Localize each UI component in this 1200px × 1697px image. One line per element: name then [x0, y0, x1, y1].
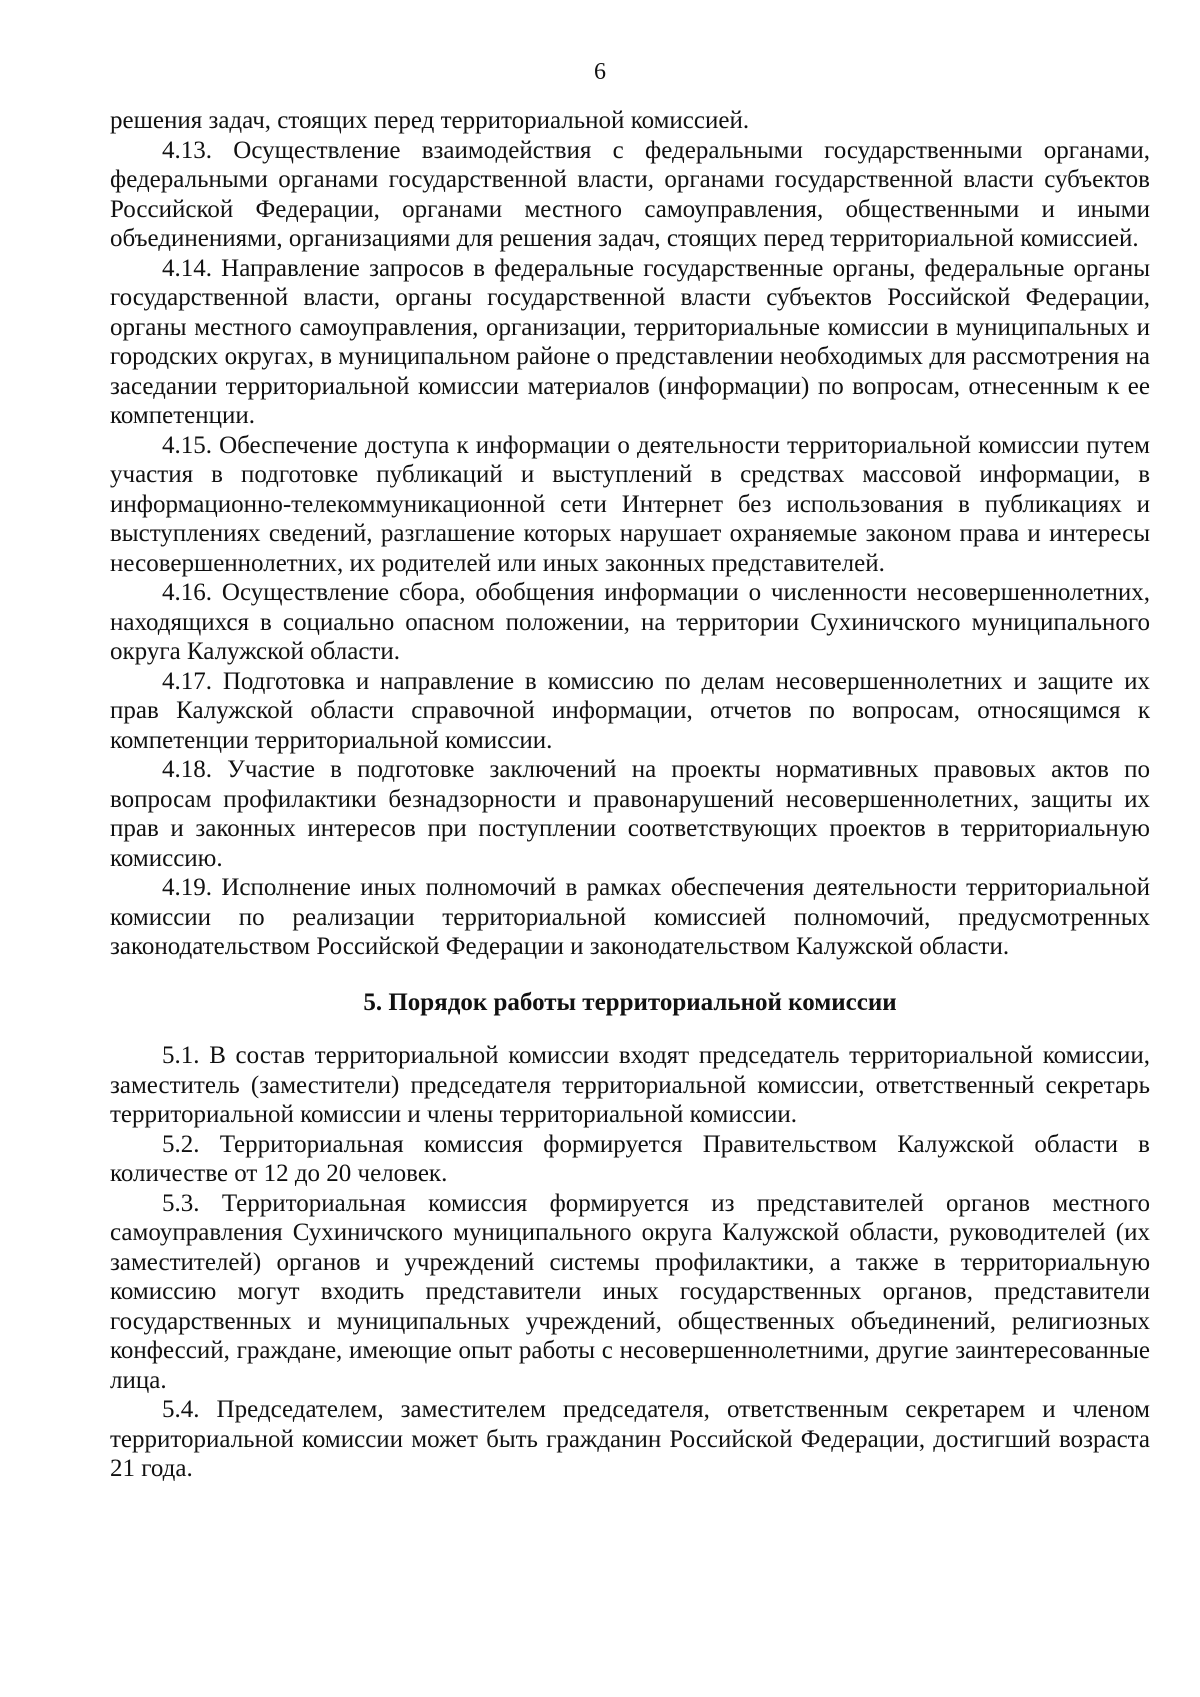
paragraph-4-15: 4.15. Обеспечение доступа к информации о деятельности территориальной комиссии путем участия в подготовке публикаций и выступлений в средствах массовой информации, в информационно-телекоммуникационной сети Интернет без использования в публикациях и выступлениях сведений, разглашение которых нарушает охраняемые законом права и интересы несовершеннолетних, их родителей или иных законных представителей.: [110, 431, 1150, 577]
paragraph-5-1: 5.1. В состав территориальной комиссии входят председатель территориальной комиссии, заместитель (заместители) председателя территориальной комиссии, ответственный секретарь территориальной комиссии и члены территориальной комиссии.: [110, 1042, 1150, 1128]
paragraph-4-16: 4.16. Осуществление сбора, обобщения информации о численности несовершеннолетних, находящихся в социально опасном положении, на территории Сухиничского муниципального округа Калужской области.: [110, 579, 1150, 665]
paragraph-4-14: 4.14. Направление запросов в федеральные государственные органы, федеральные органы государственной власти, органы государственной власти субъектов Российской Федерации, органы местного самоуправления, организации, территориальные комиссии в муниципальных и городских округах, в муниципальном районе о представлении необходимых для рассмотрения на заседании территориальной комиссии материалов (информации) по вопросам, отнесенным к ее компетенции.: [110, 254, 1150, 429]
paragraph-4-17: 4.17. Подготовка и направление в комиссию по делам несовершеннолетних и защите их прав Калужской области справочной информации, отчетов по вопросам, относящимся к компетенции территориальной комиссии.: [110, 667, 1150, 754]
document-body: [110, 106, 1150, 1484]
paragraph-4-18: 4.18. Участие в подготовке заключений на проекты нормативных правовых актов по вопросам профилактики безнадзорности и правонарушений несовершеннолетних, защиты их прав и законных интересов при поступлении соответствующих проектов в территориальную комиссию.: [110, 756, 1150, 872]
paragraph-4-19: 4.19. Исполнение иных полномочий в рамках обеспечения деятельности территориальной комиссии по реализации территориальной комиссией полномочий, предусмотренных законодательством Российской Федерации и законодательством Калужской области.: [110, 874, 1150, 960]
paragraph-5-4: 5.4. Председателем, заместителем председателя, ответственным секретарем и членом территориальной комиссии может быть гражданин Российской Федерации, достигший возраста 21 года.: [110, 1396, 1150, 1482]
page-number: 6: [594, 59, 606, 85]
paragraph-5-2: 5.2. Территориальная комиссия формируется Правительством Калужской области в количестве от 12 до 20 человек.: [110, 1130, 1150, 1187]
continued-paragraph: решения задач, стоящих перед территориальной комиссией.: [110, 107, 750, 134]
section-5-heading: 5. Порядок работы территориальной комиссии: [363, 988, 897, 1016]
paragraph-4-13: 4.13. Осуществление взаимодействия с федеральными государственными органами, федеральными органами государственной власти, органами государственной власти субъектов Российской Федерации, органами местного самоуправления, общественными и иными объединениями, организациями для решения задач, стоящих перед территориальной комиссией.: [110, 136, 1150, 252]
paragraph-5-3: 5.3. Территориальная комиссия формируется из представителей органов местного самоуправления Сухиничского муниципального округа Калужской области, руководителей (их заместителей) органов и учреждений системы профилактики, а также в территориальную комиссию могут входить представители иных государственных органов, представители государственных и муниципальных учреждений, общественных объединений, религиозных конфессий, граждане, имеющие опыт работы с несовершеннолетними, другие заинтересованные лица.: [110, 1189, 1150, 1394]
